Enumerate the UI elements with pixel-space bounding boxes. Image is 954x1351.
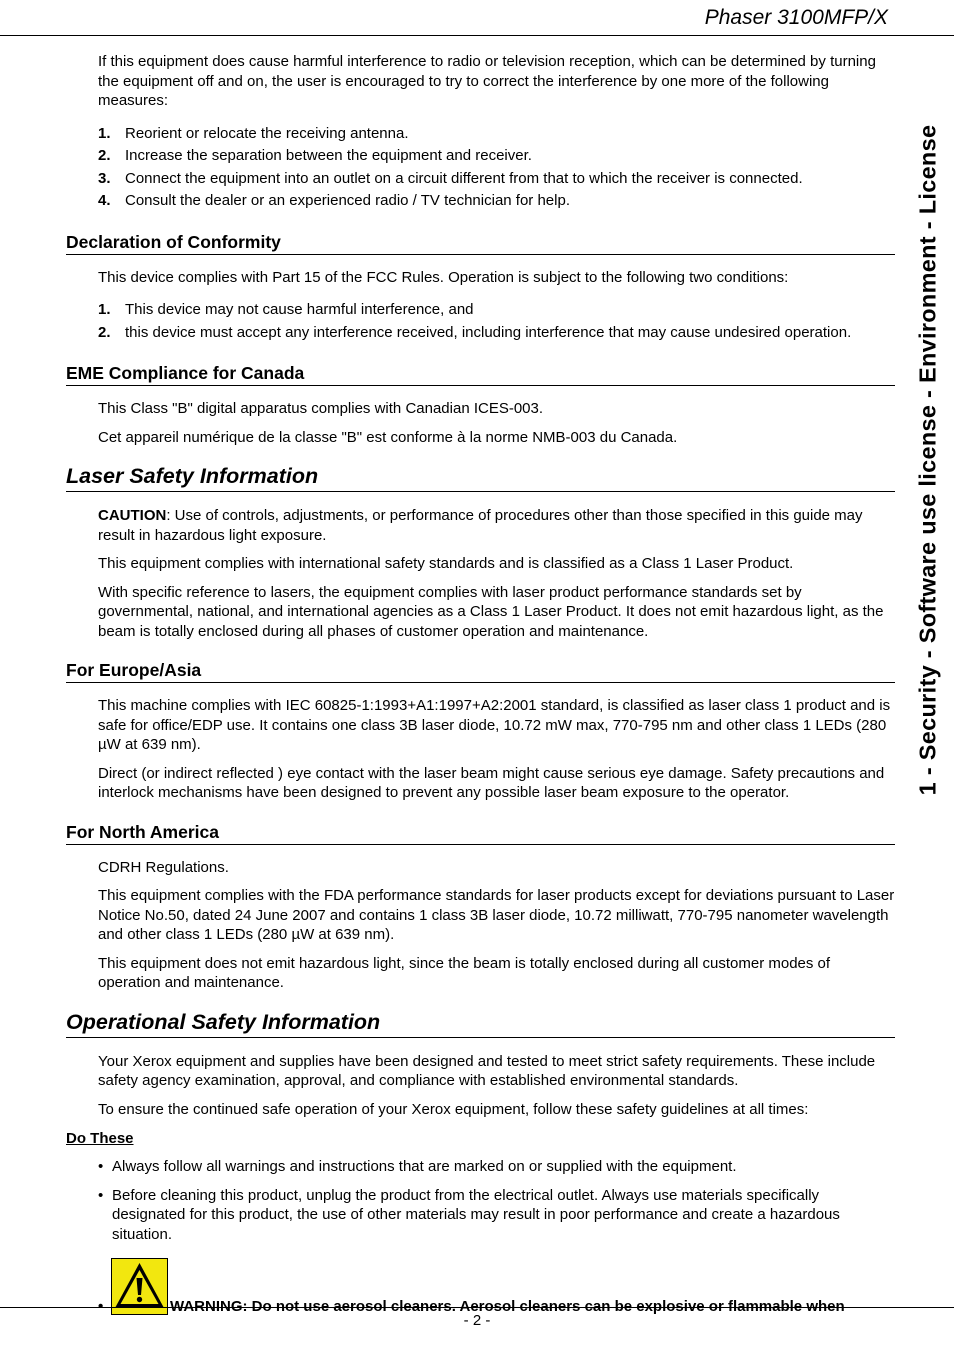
laser-heading: Laser Safety Information	[66, 463, 895, 492]
list-number: 1.	[98, 124, 111, 142]
list-item	[98, 322, 895, 345]
list-item	[98, 1157, 895, 1177]
list-text: Always follow all warnings and instructions that are marked on or supplied with the equipment.	[112, 1158, 737, 1175]
list-text: Before cleaning this product, unplug the product from the electrical outlet. Always use materials specifically designated for this product, the use of other materials may result in poor performance and create a hazardous situation.	[112, 1186, 840, 1243]
footer-rule	[0, 1307, 954, 1308]
intro-paragraph: If this equipment does cause harmful interference to radio or television reception, which can be determined by turning the equipment off and on, the user is encouraged to try to correct the interference by one more of the following measures:	[98, 53, 876, 109]
list-text: Consult the dealer or an experienced radio / TV technician for help.	[125, 192, 570, 209]
page-content	[66, 52, 895, 1318]
eme-paragraph-fr: Cet appareil numérique de la classe "B" est conforme à la norme NMB-003 du Canada.	[98, 428, 678, 446]
bullet-mark: •	[98, 1158, 104, 1175]
declaration-conditions-list	[98, 299, 895, 344]
header-rule	[0, 35, 954, 36]
list-number: 2.	[98, 323, 111, 341]
bullet-mark: •	[98, 1298, 104, 1315]
list-item	[98, 190, 895, 213]
declaration-paragraph: This device complies with Part 15 of the FCC Rules. Operation is subject to the following two conditions:	[98, 268, 789, 286]
europe-heading: For Europe/Asia	[66, 659, 895, 683]
list-text: Reorient or relocate the receiving antenna.	[125, 124, 409, 142]
chapter-side-tab-text: 1 - Security - Software use license - Environment - License	[914, 124, 941, 796]
eme-paragraph-en: This Class "B" digital apparatus complies with Canadian ICES-003.	[98, 400, 544, 417]
list-text: Connect the equipment into an outlet on a circuit different from that to which the receiver is connected.	[125, 169, 803, 187]
list-number: 3.	[98, 169, 111, 187]
list-text: This device may not cause harmful interference, and	[125, 301, 474, 318]
do-these-heading: Do These	[66, 1130, 134, 1147]
declaration-heading: Declaration of Conformity	[66, 231, 895, 255]
chapter-side-tab	[908, 60, 948, 860]
caution-label: CAUTION	[98, 507, 167, 524]
list-text: this device must accept any interference received, including interference that may cause undesired operation.	[125, 323, 852, 341]
page-number: - 2 -	[463, 1312, 491, 1329]
north-america-paragraph-cdrh: CDRH Regulations.	[98, 858, 229, 876]
europe-paragraph-iec: This machine complies with IEC 60825-1:1993+A1:1997+A2:2001 standard, is classified as laser class 1 product and is safe for office/EDP use. It contains one class 3B laser diode, 10.72 mW max, 770-795 nm and other class 1 LEDs (280 µW at 639 nm).	[98, 697, 891, 753]
list-number: 2.	[98, 147, 111, 164]
warning-text: WARNING: Do not use aerosol cleaners. Aerosol cleaners can be explosive or flammable when	[170, 1298, 845, 1315]
north-america-paragraph-enclosed: This equipment does not emit hazardous light, since the beam is totally enclosed during all customer modes of operation and maintenance.	[98, 954, 831, 991]
europe-paragraph-eye: Direct (or indirect reflected ) eye contact with the laser beam might cause serious eye damage. Safety precautions and interlock mechanisms have been designed to prevent any possible laser beam exposure to the operator.	[98, 764, 885, 801]
north-america-paragraph-fda: This equipment complies with the FDA performance standards for laser products except for deviations pursuant to Laser Notice No.50, dated 24 June 2007 and contains 1 class 3B laser diode, 10.72 milliwatt, 770-795 nanometer wavelength and other class 1 LEDs (280 µW at 639 nm).	[98, 887, 895, 943]
document-title: Phaser 3100MFP/X	[704, 6, 888, 29]
list-text: Increase the separation between the equipment and receiver.	[125, 147, 532, 164]
laser-caution-paragraph	[98, 506, 895, 545]
operational-heading: Operational Safety Information	[66, 1009, 895, 1038]
operational-paragraph-design: Your Xerox equipment and supplies have been designed and tested to meet strict safety requirements. These include safety agency examination, approval, and compliance with established environmental standards.	[98, 1052, 876, 1089]
list-number: 4.	[98, 192, 111, 209]
list-item	[98, 145, 895, 168]
laser-paragraph-class: This equipment complies with international safety standards and is classified as a Class 1 Laser Product.	[98, 555, 794, 572]
list-item	[98, 1186, 895, 1245]
laser-paragraph-standards: With specific reference to lasers, the equipment complies with laser product performance standards set by governmental, national, and international agencies as a Class 1 Laser Product. It does not emit hazardous light, as the beam is totally enclosed during all phases of customer operation and maintenance.	[98, 583, 884, 640]
warning-row	[98, 1258, 895, 1318]
list-item	[98, 168, 895, 191]
eme-heading: EME Compliance for Canada	[66, 362, 895, 386]
list-number: 1.	[98, 301, 111, 318]
intro-measures-list	[98, 123, 895, 213]
operational-paragraph-guidelines: To ensure the continued safe operation of your Xerox equipment, follow these safety guidelines at all times:	[98, 1100, 809, 1118]
north-america-heading: For North America	[66, 821, 895, 845]
list-item	[98, 123, 895, 146]
list-item	[98, 299, 895, 322]
bullet-mark: •	[98, 1186, 104, 1204]
do-these-list	[98, 1157, 895, 1244]
caution-text: : Use of controls, adjustments, or performance of procedures other than those specified in this guide may result in hazardous light exposure.	[98, 507, 863, 544]
